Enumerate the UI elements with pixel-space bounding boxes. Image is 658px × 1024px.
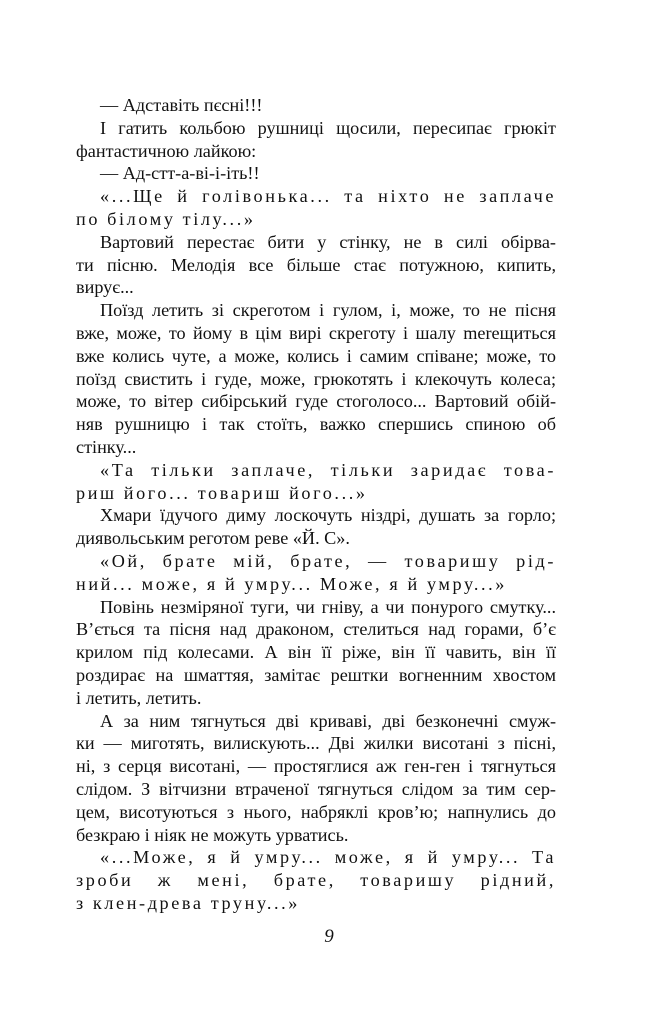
text-line: ки — миготять, вилискують... Дві жилки висотані з пісні,: [76, 733, 556, 754]
text-line: І гатить кольбою рушниці щосили, пересипає грюкіт: [100, 117, 556, 138]
text-line: ний... може, я й умру... Може, я й умру...»: [76, 573, 507, 594]
text-line: слідом. З вітчизни втраченої тягнуться слідом за тим сер-: [76, 778, 556, 799]
text-line: по білому тілу...»: [76, 208, 256, 229]
text-line: з клен-древа труну...»: [76, 892, 300, 913]
text-line: Вартовий перестає бити у стінку, не в силі обірва-: [100, 231, 556, 252]
text-line: вже колись чуте, а може, колись і самим співане; може, то: [76, 345, 556, 366]
text-line: — Ад-стт-а-ві-і-іть!!: [100, 163, 260, 184]
text-line: ти пісню. Мелодія все більше стає потужною, кипить,: [76, 254, 556, 275]
text-line: вже, може, то йому в цім вирі скреготу і шалу merещиться: [76, 322, 556, 343]
page-text: [76, 94, 556, 915]
text-line: крилом під колесами. А він її ріже, він її чавить, він її: [76, 642, 556, 663]
text-line: зроби ж мені, брате, товаришу рідний,: [76, 870, 556, 891]
text-line: В’ється та пісня над драконом, стелиться над горами, б’є: [76, 619, 556, 640]
text-line: «...Ще й голівонька... та ніхто не заплаче: [100, 186, 556, 207]
text-line: няв рушницю і так стоїть, важко спершись спиною об: [76, 414, 556, 435]
text-line: Поїзд летить зі скреготом і гулом, і, може, то не пісня: [100, 300, 556, 321]
text-line: цем, висотуються з нього, набряклі кров’ю; напнулись до: [76, 801, 556, 822]
text-line: «...Може, я й умру... може, я й умру... Та: [100, 847, 556, 868]
text-line: ні, з серця висотані, — простяглися аж ген-ген і тягнуться: [76, 756, 556, 777]
text-line: «Та тільки заплаче, тільки заридає това-: [100, 459, 556, 480]
text-line: А за ним тягнуться дві криваві, дві безконечні смуж-: [100, 710, 556, 731]
text-line: Хмари їдучого диму лоскочуть ніздрі, душать за горло;: [100, 505, 556, 526]
text-line: диявольським реготом реве «Й. С».: [76, 528, 350, 549]
text-line: риш його... товариш його...»: [76, 482, 368, 503]
text-line: — Адставіть пєсні!!!: [100, 95, 263, 115]
text-line: може, то вітер сибірський гуде стоголосо... Вартовий обій-: [76, 391, 556, 412]
text-line: безкраю і ніяк не можуть урватись.: [76, 824, 349, 845]
text-line: вирує...: [76, 277, 134, 298]
text-line: роздирає на шматтяя, замітає рештки вогненним хвостом: [76, 664, 556, 685]
text-line: і летить, летить.: [76, 687, 202, 708]
page-number: 9: [324, 926, 334, 947]
text-line: «Ой, брате мій, брате, — товаришу рід-: [100, 550, 556, 571]
text-line: фантастичною лайкою:: [76, 140, 257, 161]
text-line: стінку...: [76, 436, 137, 457]
text-line: Повінь незміряної туги, чи гніву, а чи понурого смутку...: [100, 596, 556, 617]
text-line: поїзд свистить і гуде, може, грюкотять і клекочуть колеса;: [76, 368, 556, 389]
